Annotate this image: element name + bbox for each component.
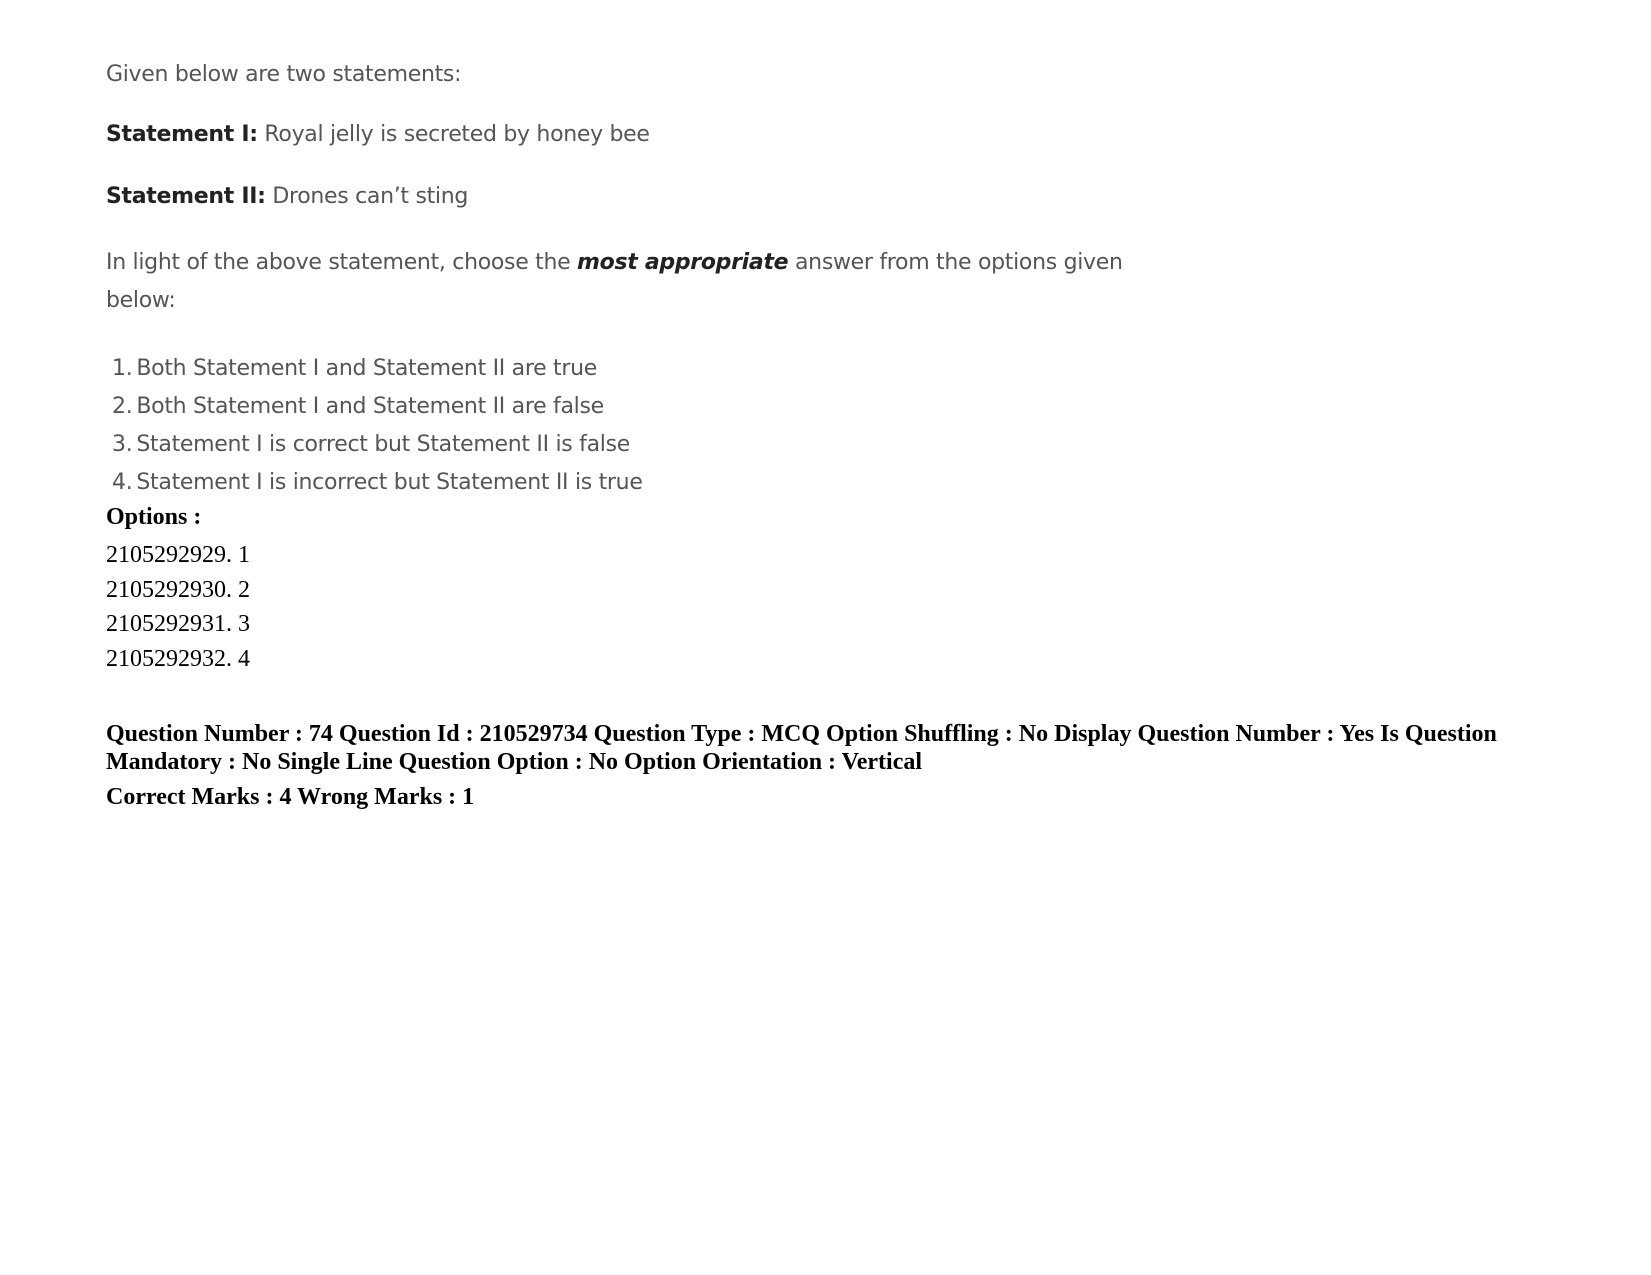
statement-1 (106, 122, 650, 147)
choice-text: Both Statement I and Statement II are true (136, 356, 597, 381)
option-id-list (106, 538, 250, 676)
instruction-after: answer from the options given below: (106, 250, 1123, 313)
statement-1-label: Statement I: (106, 122, 258, 147)
option-id-item: 2105292931. 3 (106, 611, 250, 637)
statement-2 (106, 184, 468, 209)
choice-list (112, 350, 643, 502)
instruction-emphasis: most appropriate (577, 250, 789, 275)
choice-number: 3. (112, 432, 133, 457)
question-instruction (106, 244, 1186, 320)
option-id-item: 2105292930. 2 (106, 576, 250, 603)
choice-item (112, 350, 643, 388)
choice-number: 4. (112, 470, 133, 495)
marks-info: Correct Marks : 4 Wrong Marks : 1 (106, 784, 475, 810)
question-info: Question Number : 74 Question Id : 210529734 Question Type : MCQ Option Shuffling : No Display Question Number : Yes Is Question Mandatory : No Single Line Question Option : No Option Orientation : Vertical (106, 721, 1497, 775)
instruction-before: In light of the above statement, choose the (106, 250, 571, 275)
choice-number: 1. (112, 356, 133, 381)
statement-1-text: Royal jelly is secreted by honey bee (264, 122, 650, 147)
choice-item (112, 464, 643, 502)
options-heading: Options : (106, 504, 202, 530)
choice-item (112, 388, 643, 426)
question-intro: Given below are two statements: (106, 62, 462, 87)
choice-text: Statement I is correct but Statement II is false (136, 432, 630, 457)
choice-number: 2. (112, 394, 133, 419)
option-id-item: 2105292929. 1 (106, 542, 250, 568)
option-id-item: 2105292932. 4 (106, 645, 250, 672)
choice-item (112, 426, 643, 464)
choice-text: Both Statement I and Statement II are false (136, 394, 604, 419)
choice-text: Statement I is incorrect but Statement II is true (136, 470, 643, 495)
statement-2-text: Drones can’t sting (272, 184, 469, 209)
statement-2-label: Statement II: (106, 184, 266, 209)
